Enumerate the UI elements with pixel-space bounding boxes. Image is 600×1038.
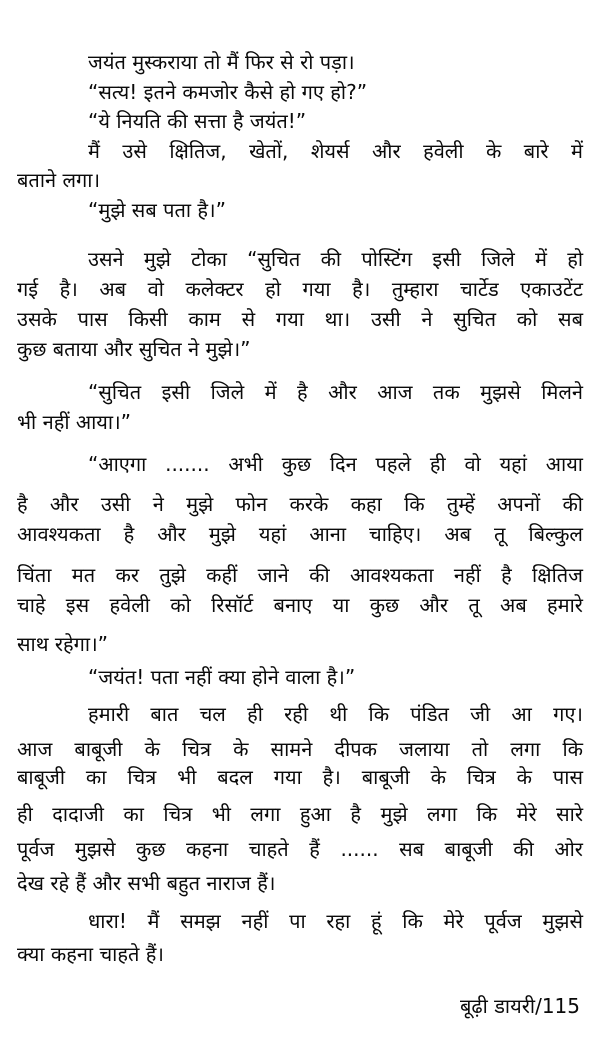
- text-line: कुछ बताया और सुचित ने मुझे।”: [17, 337, 251, 361]
- text-line: आवश्यकता है और मुझे यहां आना चाहिए। अब तू बिल्कुल: [17, 522, 583, 546]
- text-line: साथ रहेगा।”: [17, 632, 109, 656]
- page-footer: [460, 992, 580, 1020]
- text-line: “सुचित इसी जिले में है और आज तक मुझसे मिलने: [88, 380, 583, 404]
- text-line: क्या कहना चाहते हैं।: [17, 942, 164, 966]
- text-line: मैं उसे क्षितिज, खेतों, शेयर्स और हवेली के बारे में: [88, 139, 583, 163]
- text-line: चिंता मत कर तुझे कहीं जाने की आवश्यकता नहीं है क्षितिज: [17, 563, 583, 587]
- text-line: पूर्वज मुझसे कुछ कहना चाहते हैं ...... सब बाबूजी की ओर: [17, 837, 583, 861]
- text-line: उसके पास किसी काम से गया था। उसी ने सुचित को सब: [17, 307, 583, 331]
- text-line: ही दादाजी का चित्र भी लगा हुआ है मुझे लगा कि मेरे सारे: [17, 802, 583, 826]
- text-line: “आएगा ....... अभी कुछ दिन पहले ही वो यहां आया: [88, 452, 583, 476]
- text-line: बाबूजी का चित्र भी बदल गया है। बाबूजी के चित्र के पास: [17, 765, 583, 789]
- text-line: हमारी बात चल ही रही थी कि पंडित जी आ गए।: [88, 702, 583, 726]
- book-title: बूढ़ी डायरी: [460, 994, 536, 1018]
- text-line: “ये नियति की सत्ता है जयंत!”: [88, 109, 307, 133]
- page-number: 115: [541, 994, 580, 1018]
- text-line: देख रहे हैं और सभी बहुत नाराज हैं।: [17, 871, 276, 895]
- text-line: धारा! मैं समझ नहीं पा रहा हूं कि मेरे पूर्वज मुझसे: [88, 909, 583, 933]
- text-line: है और उसी ने मुझे फोन करके कहा कि तुम्हें अपनों की: [17, 492, 583, 516]
- text-line: चाहे इस हवेली को रिसॉर्ट बनाए या कुछ और तू अब हमारे: [17, 593, 583, 617]
- text-line: बताने लगा।: [17, 168, 101, 192]
- text-line: भी नहीं आया।”: [17, 410, 132, 434]
- text-line: आज बाबूजी के चित्र के सामने दीपक जलाया तो लगा कि: [17, 737, 583, 761]
- text-line: उसने मुझे टोका “सुचित की पोस्टिंग इसी जिले में हो: [88, 247, 583, 271]
- text-line: “सत्य! इतने कमजोर कैसे हो गए हो?”: [88, 80, 368, 104]
- footer-separator: /: [535, 994, 542, 1018]
- text-line: गई है। अब वो कलेक्टर हो गया है। तुम्हारा चार्टेड एकाउटेंट: [17, 277, 583, 301]
- text-line: “मुझे सब पता है।”: [88, 198, 226, 222]
- text-line: जयंत मुस्कराया तो मैं फिर से रो पड़ा।: [88, 50, 355, 74]
- text-line: “जयंत! पता नहीं क्या होने वाला है।”: [88, 665, 356, 689]
